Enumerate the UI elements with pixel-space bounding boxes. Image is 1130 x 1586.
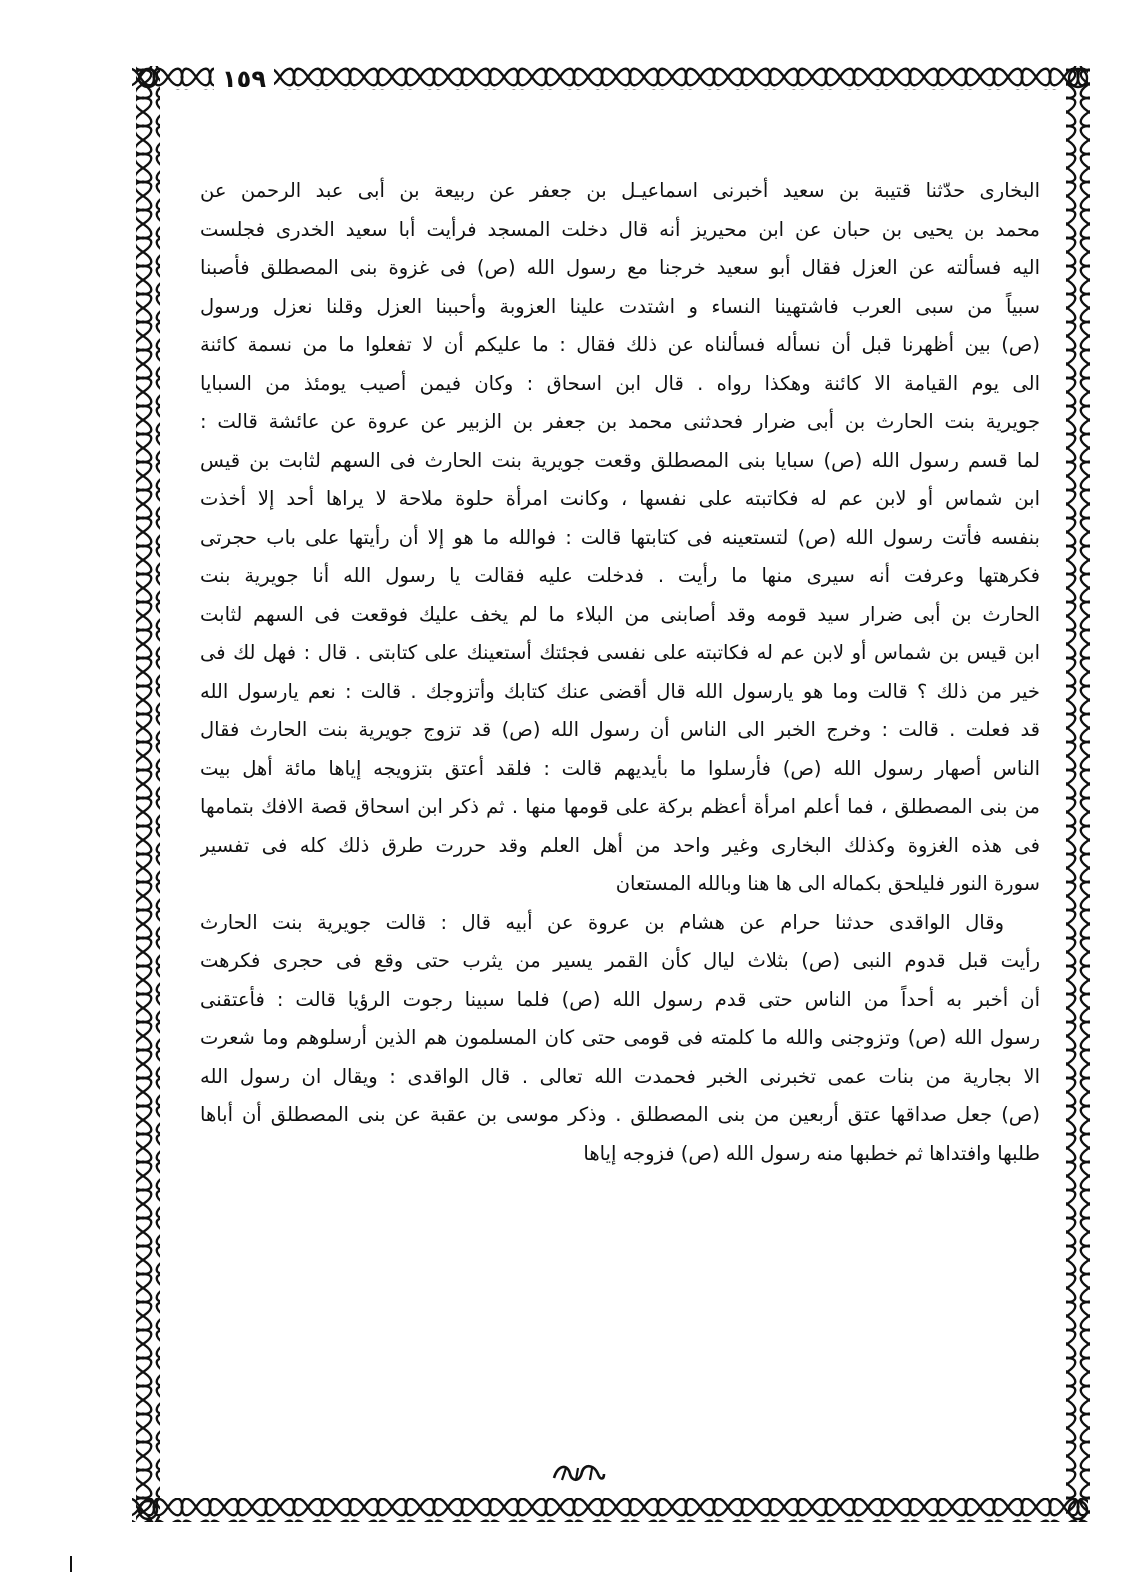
text-line: فى هذه الغزوة وكذلك البخارى وغير واحد من أهل العلم وقد حررت طرق ذلك كله فى تفسير xyxy=(200,833,1040,857)
text-line: من بنى المصطلق ، فما أعلم امرأة أعظم بركة على قومها منها . ثم ذكر ابن اسحاق قصة الافك بتمامها xyxy=(200,795,1040,818)
text-line: الناس أصهار رسول الله (ص) فأرسلوا ما بأيديهم قالت : فلقد أعتق بتزويجه إياها مائة أهل بيت xyxy=(200,756,1040,780)
page-number: ١٥٩ xyxy=(214,62,274,96)
scan-mark xyxy=(68,1556,74,1572)
text-line: (ص) بين أظهرنا قبل أن نسأله فسألناه عن ذلك فقال : ما عليكم أن لا تفعلوا ما من نسمة كائنة xyxy=(200,333,1040,356)
text-line: ابن شماس أو لابن عم له فكاتبته على نفسها ، وكانت امرأة حلوة ملاحة لا يراها أحد إلا أخذت xyxy=(200,487,1040,510)
text-line: لما قسم رسول الله (ص) سبايا بنى المصطلق وقعت جويرية بنت الحارث فى السهم لثابت بن قيس xyxy=(200,448,1040,472)
text-line: البخارى حدّثنا قتيبة بن سعيد أخبرنى اسماعيـل بن جعفر عن ربيعة بن أبى عبد الرحمن عن xyxy=(200,179,1040,202)
end-flourish-icon xyxy=(548,1458,608,1488)
text-line: (ص) جعل صداقها عتق أربعين من بنى المصطلق . وذكر موسى بن عقبة عن بنى المصطلق أن أباها xyxy=(200,1103,1040,1126)
text-line: سورة النور فليلحق بكماله الى ها هنا وبالله المستعان xyxy=(615,872,1040,895)
text-line: الا بجارية من بنات عمى تخبرنى الخبر فحمدت الله تعالى . قال الواقدى : ويقال ان رسول الله xyxy=(200,1064,1040,1088)
text-line: اليه فسألته عن العزل فقال أبو سعيد خرجنا مع رسول الله (ص) فى غزوة بنى المصطلق فأصبنا xyxy=(200,256,1040,279)
text-line: رسول الله (ص) وتزوجنى والله ما كلمته فى قومى حتى كان المسلمون هم الذين أرسلوهم وما شعرت xyxy=(200,1026,1040,1049)
text-line: الى يوم القيامة الا كائنة وهكذا رواه . قال ابن اسحاق : وكان فيمن أصيب يومئذ من السبايا xyxy=(200,371,1040,395)
text-line: الحارث بن أبى ضرار سيد قومه وقد أصابنى من البلاء ما لم يخف عليك فوقعت فى السهم لثابت xyxy=(200,602,1040,626)
text-line: بنفسه فأتت رسول الله (ص) لتستعينه فى كتابتها قالت : فوالله ما هو إلا أن رأيتها على باب حجرتى xyxy=(200,525,1040,549)
text-line: رأيت قبل قدوم النبى (ص) بثلاث ليال كأن القمر يسير من يثرب حتى وقع فى حجرى فكرهت xyxy=(200,949,1040,972)
text-line: خير من ذلك ؟ قالت وما هو يارسول الله قال أقضى عنك كتابك وأتزوجك . قالت : نعم يارسول الله xyxy=(200,679,1040,703)
paragraph-start-line: وقال الواقدى حدثنا حرام عن هشام بن عروة عن أبيه قال : قالت جويرية بنت الحارث xyxy=(200,910,1004,934)
text-line: فكرهتها وعرفت أنه سيرى منها ما رأيت . فدخلت عليه فقالت يا رسول الله أنا جويرية بنت xyxy=(200,564,1040,587)
body-text xyxy=(200,172,1040,1173)
text-line: محمد بن يحيى بن حبان عن ابن محيريز أنه قال دخلت المسجد فرأيت أبا سعيد الخدرى فجلست xyxy=(200,217,1040,241)
text-line: قد فعلت . قالت : وخرج الخبر الى الناس أن رسول الله (ص) قد تزوج جويرية بنت الحارث فقال xyxy=(200,718,1040,741)
text-line: ابن قيس بن شماس أو لابن عم له فكاتبته على نفسى فجئتك أستعينك على كتابتى . قال : فهل لك فى xyxy=(200,641,1040,664)
text-line: سبياً من سبى العرب فاشتهينا النساء و اشتدت علينا العزوبة وأحببنا العزل وقلنا نعزل ورسول xyxy=(200,294,1040,318)
text-line: أن أخبر به أحداً من الناس حتى قدم رسول الله (ص) فلما سبينا رجوت الرؤيا قالت : فأعتقنى xyxy=(200,987,1040,1011)
text-line: طلبها وافتداها ثم خطبها منه رسول الله (ص) فزوجه إياها xyxy=(583,1141,1040,1165)
text-line: جويرية بنت الحارث بن أبى ضرار فحدثنى محمد بن جعفر بن الزبير عن عروة عن عائشة قالت : xyxy=(200,410,1040,433)
